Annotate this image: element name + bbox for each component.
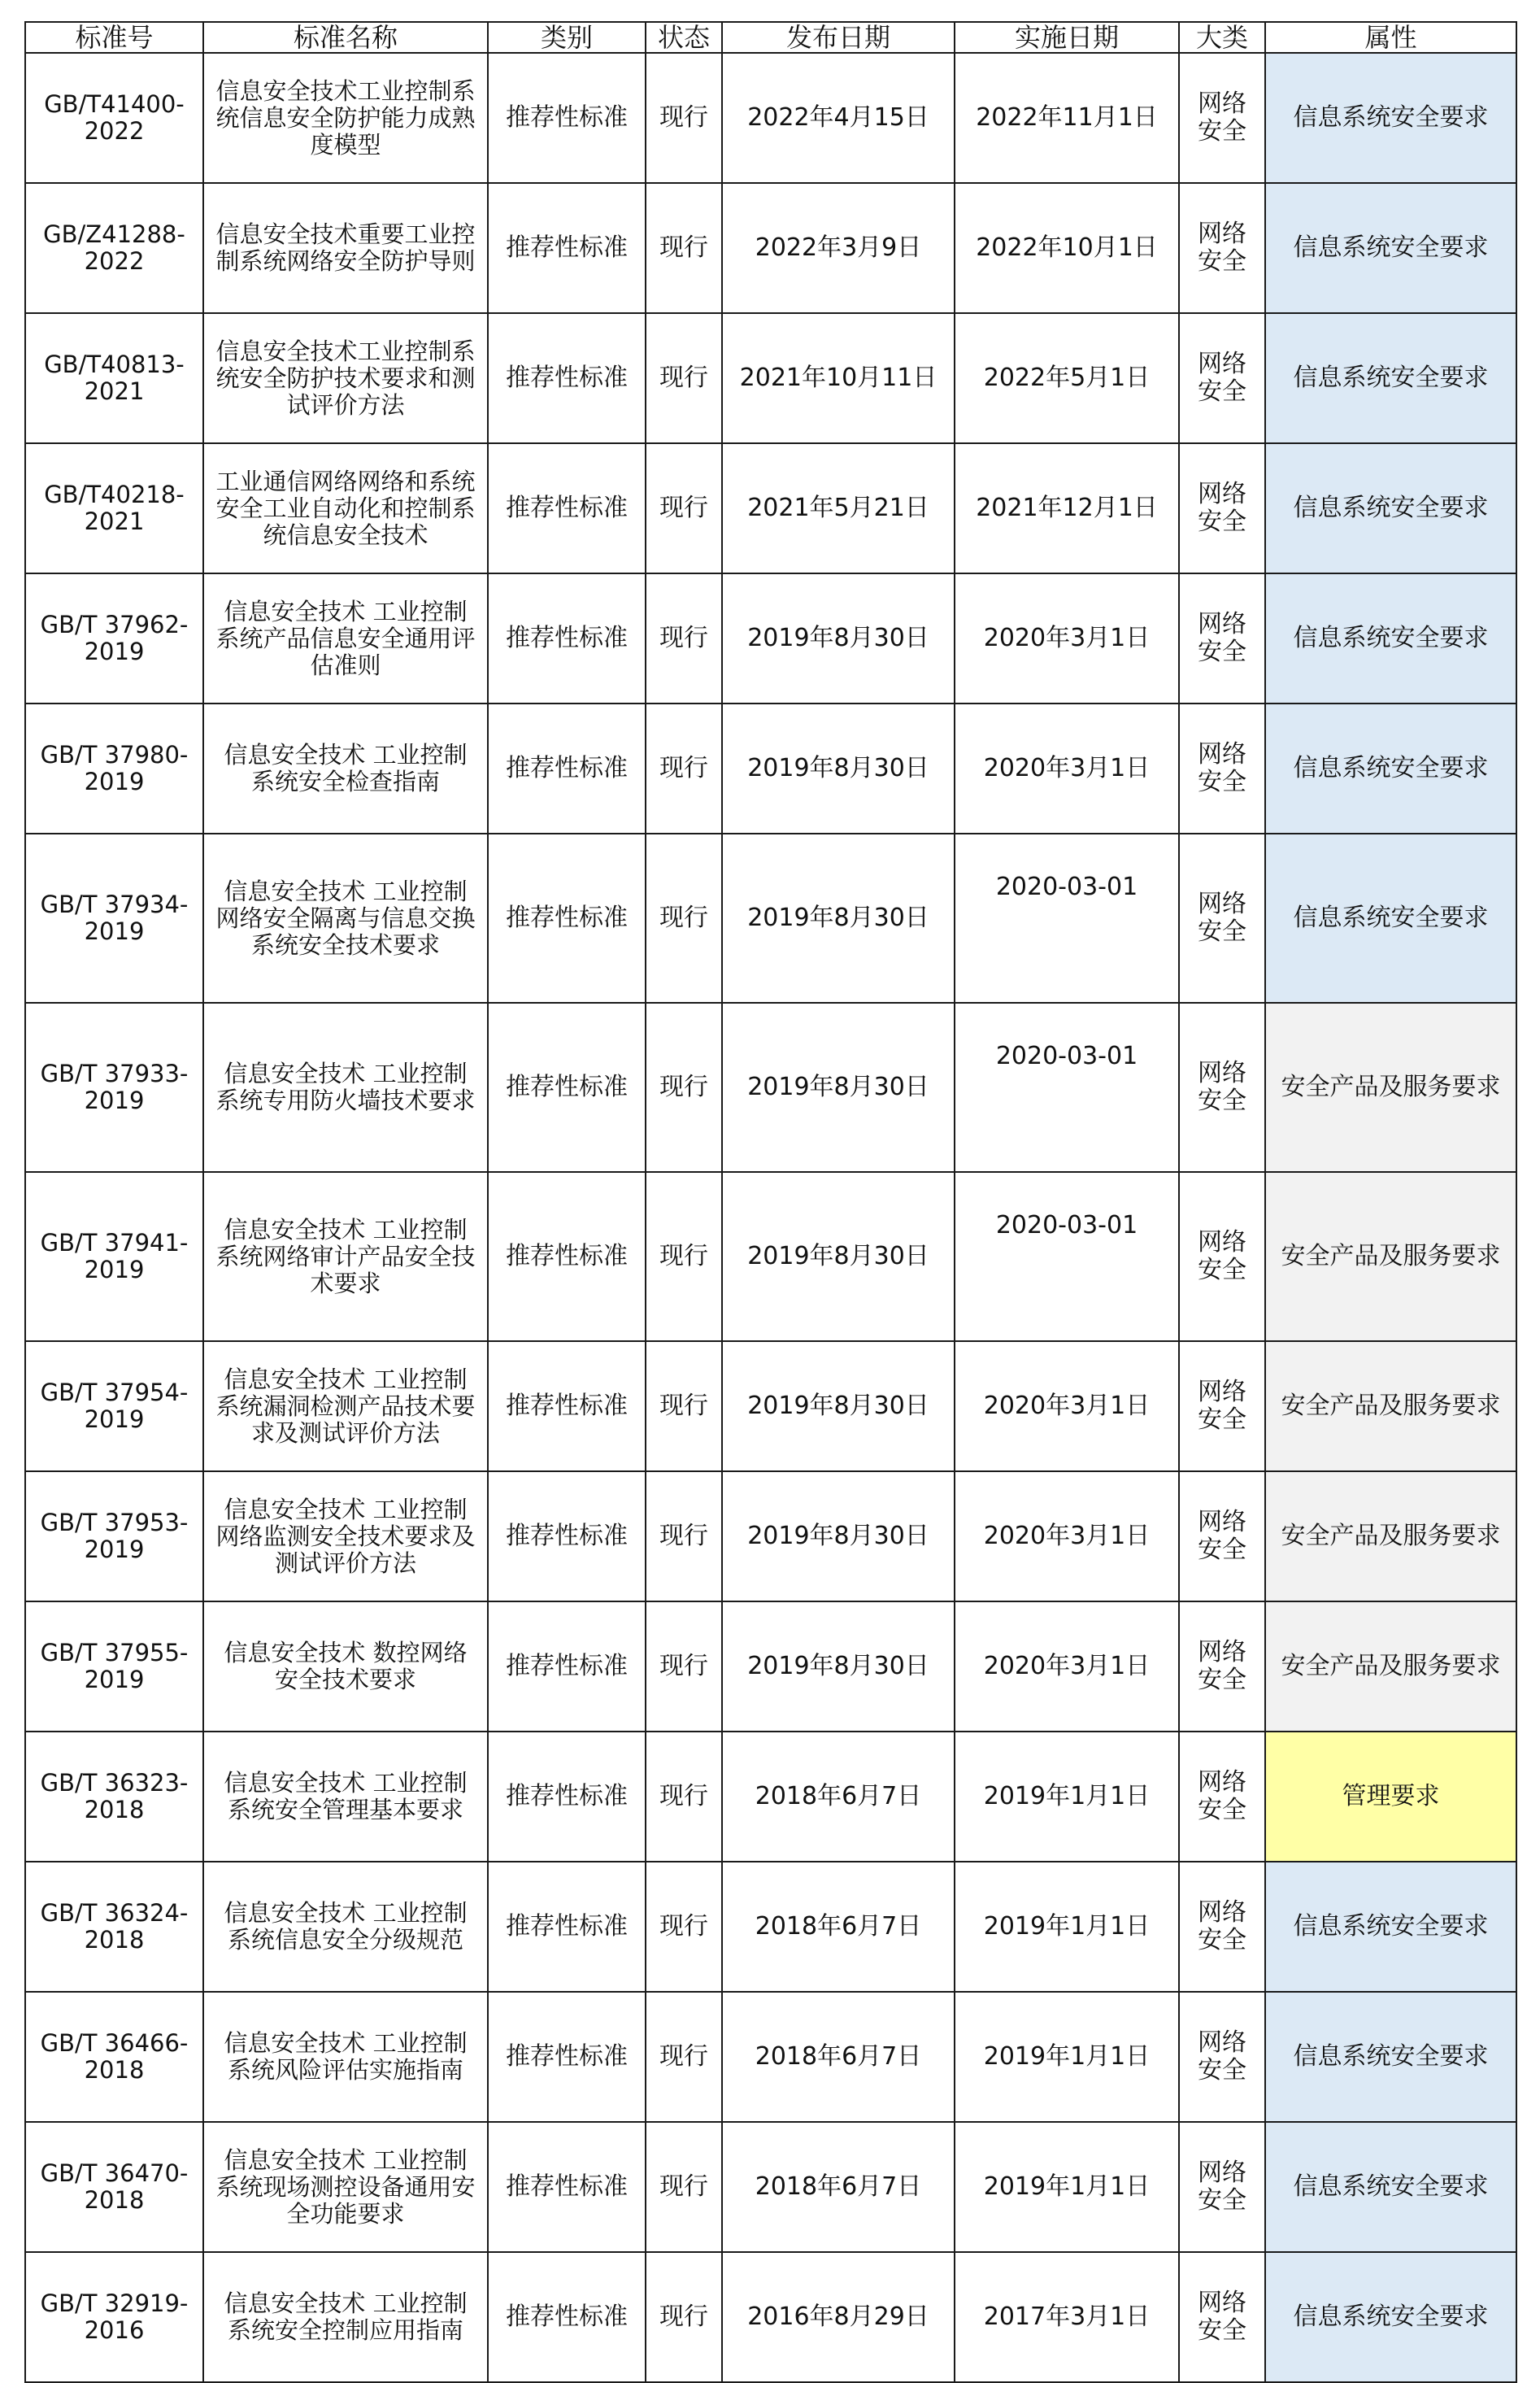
standard-code: GB/T 36470-2018 — [25, 2122, 203, 2252]
category: 网络安全 — [1179, 53, 1265, 183]
table-row — [25, 2252, 1516, 2382]
standard-type: 推荐性标准 — [488, 53, 646, 183]
standard-code: GB/T41400-2022 — [25, 53, 203, 183]
header-status: 状态 — [646, 22, 722, 53]
category: 网络安全 — [1179, 704, 1265, 834]
standard-type: 推荐性标准 — [488, 1992, 646, 2122]
category: 网络安全 — [1179, 1601, 1265, 1732]
standard-type: 推荐性标准 — [488, 834, 646, 1003]
attribute: 安全产品及服务要求 — [1265, 1471, 1516, 1601]
header-type: 类别 — [488, 22, 646, 53]
publish-date: 2018年6月7日 — [722, 1992, 955, 2122]
standard-status: 现行 — [646, 2122, 722, 2252]
attribute: 信息系统安全要求 — [1265, 1862, 1516, 1992]
table-row — [25, 313, 1516, 443]
publish-date: 2019年8月30日 — [722, 1003, 955, 1172]
standard-code: GB/T 37934-2019 — [25, 834, 203, 1003]
attribute: 信息系统安全要求 — [1265, 704, 1516, 834]
implement-date: 2021年12月1日 — [955, 443, 1179, 573]
standard-status: 现行 — [646, 704, 722, 834]
implement-date: 2019年1月1日 — [955, 1732, 1179, 1862]
header-implement-date: 实施日期 — [955, 22, 1179, 53]
standard-name: 信息安全技术 数控网络安全技术要求 — [203, 1601, 488, 1732]
standard-type: 推荐性标准 — [488, 704, 646, 834]
attribute: 安全产品及服务要求 — [1265, 1003, 1516, 1172]
table-row — [25, 1172, 1516, 1341]
publish-date: 2016年8月29日 — [722, 2252, 955, 2382]
standard-code: GB/T 37941-2019 — [25, 1172, 203, 1341]
standard-name: 信息安全技术重要工业控制系统网络安全防护导则 — [203, 183, 488, 313]
implement-date: 2019年1月1日 — [955, 1862, 1179, 1992]
implement-date: 2022年11月1日 — [955, 53, 1179, 183]
standard-status: 现行 — [646, 834, 722, 1003]
standard-code: GB/T 37955-2019 — [25, 1601, 203, 1732]
table-row — [25, 573, 1516, 704]
table-row — [25, 1732, 1516, 1862]
standard-status: 现行 — [646, 1003, 722, 1172]
standard-type: 推荐性标准 — [488, 183, 646, 313]
standard-status: 现行 — [646, 1732, 722, 1862]
table-row — [25, 1471, 1516, 1601]
category: 网络安全 — [1179, 313, 1265, 443]
implement-date: 2020年3月1日 — [955, 1341, 1179, 1471]
category: 网络安全 — [1179, 1341, 1265, 1471]
standard-name: 信息安全技术工业控制系统安全防护技术要求和测试评价方法 — [203, 313, 488, 443]
table-row — [25, 183, 1516, 313]
standard-code: GB/T 36323-2018 — [25, 1732, 203, 1862]
attribute: 信息系统安全要求 — [1265, 834, 1516, 1003]
table-row — [25, 1992, 1516, 2122]
publish-date: 2019年8月30日 — [722, 1471, 955, 1601]
table-row — [25, 1601, 1516, 1732]
standard-type: 推荐性标准 — [488, 1003, 646, 1172]
attribute: 信息系统安全要求 — [1265, 1992, 1516, 2122]
category: 网络安全 — [1179, 573, 1265, 704]
implement-date: 2020年3月1日 — [955, 1471, 1179, 1601]
attribute: 信息系统安全要求 — [1265, 573, 1516, 704]
publish-date: 2019年8月30日 — [722, 1341, 955, 1471]
standard-name: 信息安全技术 工业控制系统安全管理基本要求 — [203, 1732, 488, 1862]
attribute: 信息系统安全要求 — [1265, 313, 1516, 443]
table-row — [25, 704, 1516, 834]
header-code: 标准号 — [25, 22, 203, 53]
standard-status: 现行 — [646, 2252, 722, 2382]
standard-code: GB/T 37953-2019 — [25, 1471, 203, 1601]
standard-type: 推荐性标准 — [488, 2252, 646, 2382]
standard-status: 现行 — [646, 53, 722, 183]
attribute: 安全产品及服务要求 — [1265, 1601, 1516, 1732]
category: 网络安全 — [1179, 1471, 1265, 1601]
standard-name: 信息安全技术 工业控制系统网络审计产品安全技术要求 — [203, 1172, 488, 1341]
header-attribute: 属性 — [1265, 22, 1516, 53]
implement-date: 2019年1月1日 — [955, 2122, 1179, 2252]
standards-table — [24, 21, 1517, 2383]
attribute: 信息系统安全要求 — [1265, 53, 1516, 183]
table-row — [25, 53, 1516, 183]
standard-status: 现行 — [646, 1341, 722, 1471]
implement-date: 2017年3月1日 — [955, 2252, 1179, 2382]
standard-status: 现行 — [646, 573, 722, 704]
standard-name: 信息安全技术工业控制系统信息安全防护能力成熟度模型 — [203, 53, 488, 183]
standard-code: GB/T 37980-2019 — [25, 704, 203, 834]
standard-type: 推荐性标准 — [488, 1341, 646, 1471]
standard-status: 现行 — [646, 1471, 722, 1601]
standard-code: GB/T 32919-2016 — [25, 2252, 203, 2382]
table-row — [25, 1862, 1516, 1992]
standard-status: 现行 — [646, 1172, 722, 1341]
standard-name: 信息安全技术 工业控制系统信息安全分级规范 — [203, 1862, 488, 1992]
standard-name: 工业通信网络网络和系统安全工业自动化和控制系统信息安全技术 — [203, 443, 488, 573]
category: 网络安全 — [1179, 1992, 1265, 2122]
publish-date: 2019年8月30日 — [722, 1172, 955, 1341]
table-row — [25, 443, 1516, 573]
standard-name: 信息安全技术 工业控制网络安全隔离与信息交换系统安全技术要求 — [203, 834, 488, 1003]
implement-date: 2020年3月1日 — [955, 1601, 1179, 1732]
standard-code: GB/T 36466-2018 — [25, 1992, 203, 2122]
standard-name: 信息安全技术 工业控制系统现场测控设备通用安全功能要求 — [203, 2122, 488, 2252]
standard-status: 现行 — [646, 443, 722, 573]
standard-type: 推荐性标准 — [488, 313, 646, 443]
table-row — [25, 1341, 1516, 1471]
publish-date: 2018年6月7日 — [722, 1732, 955, 1862]
implement-date: 2022年5月1日 — [955, 313, 1179, 443]
standard-type: 推荐性标准 — [488, 1732, 646, 1862]
standard-type: 推荐性标准 — [488, 1601, 646, 1732]
standard-code: GB/T 36324-2018 — [25, 1862, 203, 1992]
standard-code: GB/T 37962-2019 — [25, 573, 203, 704]
attribute: 信息系统安全要求 — [1265, 443, 1516, 573]
category: 网络安全 — [1179, 1732, 1265, 1862]
publish-date: 2018年6月7日 — [722, 1862, 955, 1992]
standard-status: 现行 — [646, 313, 722, 443]
publish-date: 2019年8月30日 — [722, 704, 955, 834]
standard-type: 推荐性标准 — [488, 1172, 646, 1341]
publish-date: 2022年4月15日 — [722, 53, 955, 183]
header-name: 标准名称 — [203, 22, 488, 53]
publish-date: 2022年3月9日 — [722, 183, 955, 313]
attribute: 信息系统安全要求 — [1265, 2252, 1516, 2382]
header-publish-date: 发布日期 — [722, 22, 955, 53]
attribute: 安全产品及服务要求 — [1265, 1341, 1516, 1471]
standard-type: 推荐性标准 — [488, 2122, 646, 2252]
standard-code: GB/T40218-2021 — [25, 443, 203, 573]
standard-name: 信息安全技术 工业控制系统漏洞检测产品技术要求及测试评价方法 — [203, 1341, 488, 1471]
category: 网络安全 — [1179, 2252, 1265, 2382]
standard-status: 现行 — [646, 1601, 722, 1732]
table-row — [25, 1003, 1516, 1172]
category: 网络安全 — [1179, 1862, 1265, 1992]
category: 网络安全 — [1179, 443, 1265, 573]
table-row — [25, 834, 1516, 1003]
standard-status: 现行 — [646, 183, 722, 313]
implement-date: 2020年3月1日 — [955, 704, 1179, 834]
standard-code: GB/Z41288-2022 — [25, 183, 203, 313]
standard-code: GB/T40813-2021 — [25, 313, 203, 443]
publish-date: 2019年8月30日 — [722, 1601, 955, 1732]
standard-status: 现行 — [646, 1992, 722, 2122]
implement-date: 2020年3月1日 — [955, 573, 1179, 704]
implement-date: 2020-03-01 — [955, 834, 1179, 1003]
publish-date: 2021年10月11日 — [722, 313, 955, 443]
publish-date: 2018年6月7日 — [722, 2122, 955, 2252]
category: 网络安全 — [1179, 1172, 1265, 1341]
standard-type: 推荐性标准 — [488, 1471, 646, 1601]
standard-code: GB/T 37954-2019 — [25, 1341, 203, 1471]
attribute: 信息系统安全要求 — [1265, 183, 1516, 313]
attribute: 安全产品及服务要求 — [1265, 1172, 1516, 1341]
standard-type: 推荐性标准 — [488, 443, 646, 573]
category: 网络安全 — [1179, 183, 1265, 313]
table-row — [25, 2122, 1516, 2252]
attribute: 管理要求 — [1265, 1732, 1516, 1862]
implement-date: 2020-03-01 — [955, 1003, 1179, 1172]
standard-type: 推荐性标准 — [488, 573, 646, 704]
implement-date: 2020-03-01 — [955, 1172, 1179, 1341]
standard-type: 推荐性标准 — [488, 1862, 646, 1992]
publish-date: 2019年8月30日 — [722, 834, 955, 1003]
header-category: 大类 — [1179, 22, 1265, 53]
standard-code: GB/T 37933-2019 — [25, 1003, 203, 1172]
header-row — [25, 22, 1516, 53]
category: 网络安全 — [1179, 834, 1265, 1003]
category: 网络安全 — [1179, 1003, 1265, 1172]
implement-date: 2022年10月1日 — [955, 183, 1179, 313]
standard-name: 信息安全技术 工业控制系统安全控制应用指南 — [203, 2252, 488, 2382]
standard-name: 信息安全技术 工业控制网络监测安全技术要求及测试评价方法 — [203, 1471, 488, 1601]
standard-name: 信息安全技术 工业控制系统产品信息安全通用评估准则 — [203, 573, 488, 704]
standard-name: 信息安全技术 工业控制系统安全检查指南 — [203, 704, 488, 834]
publish-date: 2021年5月21日 — [722, 443, 955, 573]
implement-date: 2019年1月1日 — [955, 1992, 1179, 2122]
standard-status: 现行 — [646, 1862, 722, 1992]
standard-name: 信息安全技术 工业控制系统风险评估实施指南 — [203, 1992, 488, 2122]
category: 网络安全 — [1179, 2122, 1265, 2252]
attribute: 信息系统安全要求 — [1265, 2122, 1516, 2252]
standard-name: 信息安全技术 工业控制系统专用防火墙技术要求 — [203, 1003, 488, 1172]
publish-date: 2019年8月30日 — [722, 573, 955, 704]
